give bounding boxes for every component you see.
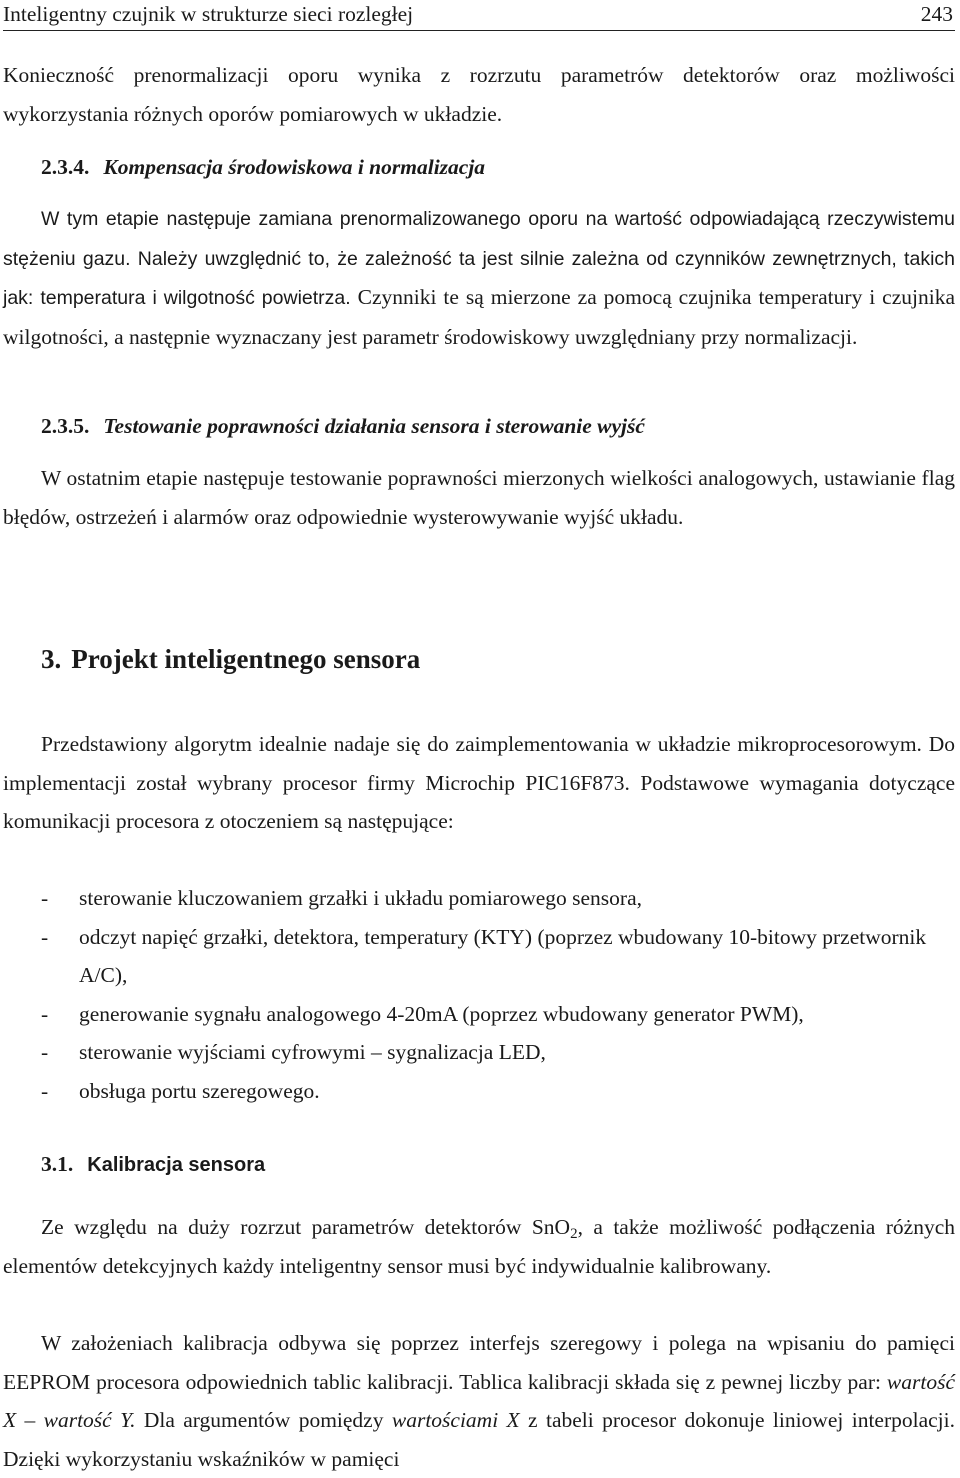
section-3-paragraph: Przedstawiony algorytm idealnie nadaje się do zaimplementowania w układzie mikroprocesorowym. Do implementacji został wybrany procesor firmy Microchip PIC16F873. Podstawowe wymagania dotyczące komunikacji procesora z otoczeniem są następujące: [3, 732, 955, 833]
section-2-3-4-paragraph [3, 199, 955, 356]
text-run: W założeniach kalibracja odbywa się poprzez interfejs szeregowy i polega na wpisaniu do pamięci EEPROM procesora odpowiednich tablic kalibracji. Tablica kalibracji składa się z pewnej liczby par: [3, 1331, 955, 1394]
running-header [3, 2, 955, 31]
calibration-paragraph-2 [3, 1324, 955, 1478]
text-run: Ze względu na duży rozrzut parametrów detektorów SnO [41, 1215, 571, 1239]
page-number: 243 [920, 2, 953, 26]
list-item-text: odczyt napięć grzałki, detektora, temperatury (KTY) (poprzez wbudowany 10-bitowy przetwornik A/C), [79, 924, 927, 987]
list-item [0, 879, 955, 918]
paragraph-serif-text: Czynniki te są mierzone za pomocą czujnika temperatury i czujnika wilgotności, a następnie wyznaczany jest parametr środowiskowy uwzględniany przy normalizacji. [3, 285, 956, 349]
chapter-heading-3 [41, 644, 420, 675]
section-number: 3.1. [41, 1152, 74, 1176]
paragraph-sans-text: W tym etapie następuje zamiana prenormalizowanego oporu na wartość odpowiadającą rzeczywistemu stężeniu gazu. Należy uwzględnić to, że zależność ta jest silnie zależna od czynników zewnętrznych, takich jak: temperatura i wilgotność powietrza. [3, 208, 955, 309]
list-item-text: obsługa portu szeregowego. [79, 1078, 320, 1103]
list-bullet: - [41, 1001, 49, 1026]
section-number: 2.3.4. [41, 155, 90, 179]
section-number: 2.3.5. [41, 414, 90, 438]
list-item-text: sterowanie kluczowaniem grzałki i układu pomiarowego sensora, [79, 886, 642, 910]
section-2-3-5-paragraph: W ostatnim etapie następuje testowanie poprawności mierzonych wielkości analogowych, ustawianie flag błędów, ostrzeżeń i alarmów oraz odpowiednie wysterowywanie wyjść układu. [3, 466, 955, 529]
list-item [0, 1072, 955, 1111]
section-title: Kompensacja środowiskowa i normalizacja [103, 155, 486, 179]
section-heading-2-3-5 [41, 414, 645, 439]
section-heading-2-3-4 [41, 155, 485, 180]
list-bullet: - [41, 924, 49, 949]
list-item [0, 918, 955, 995]
text-run: , a także możliwość podłączenia różnych elementów detekcyjnych każdy inteligentny sensor musi być indywidualnie kalibrowany. [3, 1215, 955, 1278]
italic-term: wartościami X [391, 1408, 520, 1432]
running-title: Inteligentny czujnik w strukturze sieci rozległej [3, 2, 414, 26]
list-item-text: generowanie sygnału analogowego 4-20mA (poprzez wbudowany generator PWM), [79, 1001, 804, 1026]
requirements-list [0, 879, 955, 1110]
list-bullet: - [41, 1040, 49, 1064]
subscript: 2 [570, 1226, 578, 1242]
section-heading-3-1 [41, 1152, 265, 1177]
text-run: Dla argumentów pomiędzy [135, 1408, 392, 1432]
section-title: Kalibracja sensora [87, 1154, 266, 1176]
list-item [0, 1033, 955, 1072]
list-item-text: sterowanie wyjściami cyfrowymi – sygnalizacja LED, [79, 1040, 546, 1064]
intro-paragraph: Konieczność prenormalizacji oporu wynika z rozrzutu parametrów detektorów oraz możliwości wykorzystania różnych oporów pomiarowych w układzie. [3, 63, 955, 126]
list-item [0, 995, 955, 1034]
italic-term: wartość X – wartość Y. [3, 1369, 955, 1432]
calibration-paragraph-1 [3, 1208, 955, 1285]
list-bullet: - [41, 886, 49, 910]
text-run: z tabeli procesor dokonuje liniowej interpolacji. Dzięki wykorzystaniu wskaźników w pamięci [3, 1408, 955, 1471]
section-title: Testowanie poprawności działania sensora i sterowanie wyjść [103, 414, 645, 438]
chapter-title: Projekt inteligentnego sensora [71, 644, 421, 674]
chapter-number: 3. [41, 644, 62, 674]
list-bullet: - [41, 1078, 49, 1103]
